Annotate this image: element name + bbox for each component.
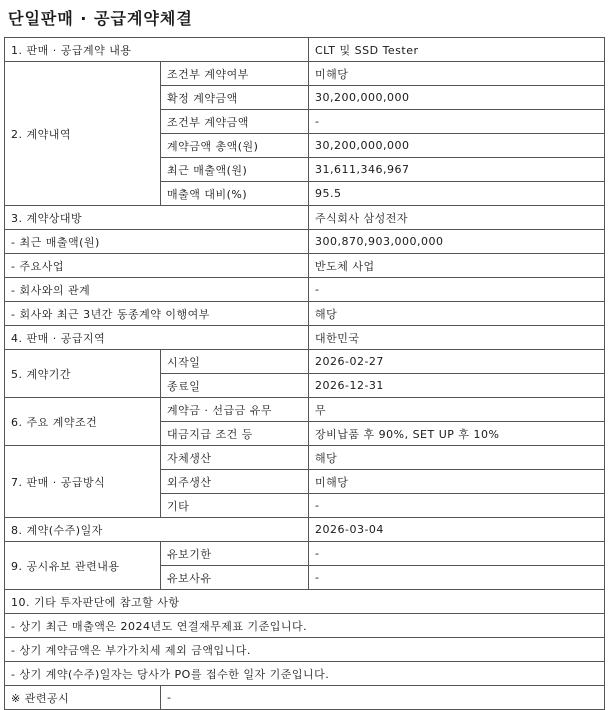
row-value: 해당 bbox=[309, 446, 605, 470]
row-value: - bbox=[309, 278, 605, 302]
table-row bbox=[5, 350, 605, 374]
row-label: 5. 계약기간 bbox=[5, 350, 161, 398]
row-label: - 주요사업 bbox=[5, 254, 309, 278]
row-value: CLT 및 SSD Tester bbox=[309, 38, 605, 62]
sub-label: 시작일 bbox=[161, 350, 309, 374]
row-label: 1. 판매 · 공급계약 내용 bbox=[5, 38, 309, 62]
table-row bbox=[5, 590, 605, 614]
sub-label: 계약금 · 선급금 유무 bbox=[161, 398, 309, 422]
row-value: 30,200,000,000 bbox=[309, 86, 605, 110]
table-row bbox=[5, 686, 605, 710]
sub-label: 대금지급 조건 등 bbox=[161, 422, 309, 446]
document-title: 단일판매 · 공급계약체결 bbox=[8, 9, 193, 28]
row-value: 95.5 bbox=[309, 182, 605, 206]
sub-label: 종료일 bbox=[161, 374, 309, 398]
sub-label: 조건부 계약금액 bbox=[161, 110, 309, 134]
row-value: - bbox=[309, 566, 605, 590]
row-value: 미해당 bbox=[309, 62, 605, 86]
sub-label: 최근 매출액(원) bbox=[161, 158, 309, 182]
row-label: 9. 공시유보 관련내용 bbox=[5, 542, 161, 590]
sub-label: 계약금액 총액(원) bbox=[161, 134, 309, 158]
sub-label: 조건부 계약여부 bbox=[161, 62, 309, 86]
sub-label: 유보기한 bbox=[161, 542, 309, 566]
sub-label: 기타 bbox=[161, 494, 309, 518]
row-value: 무 bbox=[309, 398, 605, 422]
row-value: - bbox=[309, 542, 605, 566]
table-row bbox=[5, 62, 605, 86]
table-row bbox=[5, 398, 605, 422]
row-label: 8. 계약(수주)일자 bbox=[5, 518, 309, 542]
row-label: 10. 기타 투자판단에 참고할 사항 bbox=[5, 590, 605, 614]
row-value: - bbox=[161, 686, 605, 710]
table-row bbox=[5, 302, 605, 326]
table-row bbox=[5, 446, 605, 470]
table-row bbox=[5, 206, 605, 230]
row-value: 2026-12-31 bbox=[309, 374, 605, 398]
row-label: 2. 계약내역 bbox=[5, 62, 161, 206]
row-label: - 최근 매출액(원) bbox=[5, 230, 309, 254]
row-label: 4. 판매 · 공급지역 bbox=[5, 326, 309, 350]
table-row bbox=[5, 518, 605, 542]
row-value: 미해당 bbox=[309, 470, 605, 494]
table-row bbox=[5, 542, 605, 566]
contract-disclosure-table bbox=[4, 37, 605, 710]
sub-label: 확정 계약금액 bbox=[161, 86, 309, 110]
sub-label: 자체생산 bbox=[161, 446, 309, 470]
row-value: 대한민국 bbox=[309, 326, 605, 350]
table-row bbox=[5, 614, 605, 638]
row-value: 2026-03-04 bbox=[309, 518, 605, 542]
row-value: - bbox=[309, 110, 605, 134]
row-value: 2026-02-27 bbox=[309, 350, 605, 374]
row-value: 반도체 사업 bbox=[309, 254, 605, 278]
note-text: - 상기 최근 매출액은 2024년도 연결재무제표 기준입니다. bbox=[5, 614, 605, 638]
table-row bbox=[5, 278, 605, 302]
sub-label: 외주생산 bbox=[161, 470, 309, 494]
row-label: 7. 판매 · 공급방식 bbox=[5, 446, 161, 518]
row-value: 30,200,000,000 bbox=[309, 134, 605, 158]
row-label: ※ 관련공시 bbox=[5, 686, 161, 710]
row-value: - bbox=[309, 494, 605, 518]
table-row bbox=[5, 230, 605, 254]
row-value: 해당 bbox=[309, 302, 605, 326]
table-row bbox=[5, 662, 605, 686]
row-label: - 회사와의 관계 bbox=[5, 278, 309, 302]
table-row bbox=[5, 638, 605, 662]
table-row bbox=[5, 326, 605, 350]
row-value: 31,611,346,967 bbox=[309, 158, 605, 182]
row-label: - 회사와 최근 3년간 동종계약 이행여부 bbox=[5, 302, 309, 326]
table-row bbox=[5, 38, 605, 62]
table-row bbox=[5, 254, 605, 278]
sub-label: 매출액 대비(%) bbox=[161, 182, 309, 206]
row-value: 장비납품 후 90%, SET UP 후 10% bbox=[309, 422, 605, 446]
row-label: 3. 계약상대방 bbox=[5, 206, 309, 230]
row-value: 300,870,903,000,000 bbox=[309, 230, 605, 254]
row-value: 주식회사 삼성전자 bbox=[309, 206, 605, 230]
note-text: - 상기 계약(수주)일자는 당사가 PO를 접수한 일자 기준입니다. bbox=[5, 662, 605, 686]
sub-label: 유보사유 bbox=[161, 566, 309, 590]
row-label: 6. 주요 계약조건 bbox=[5, 398, 161, 446]
note-text: - 상기 계약금액은 부가가치세 제외 금액입니다. bbox=[5, 638, 605, 662]
